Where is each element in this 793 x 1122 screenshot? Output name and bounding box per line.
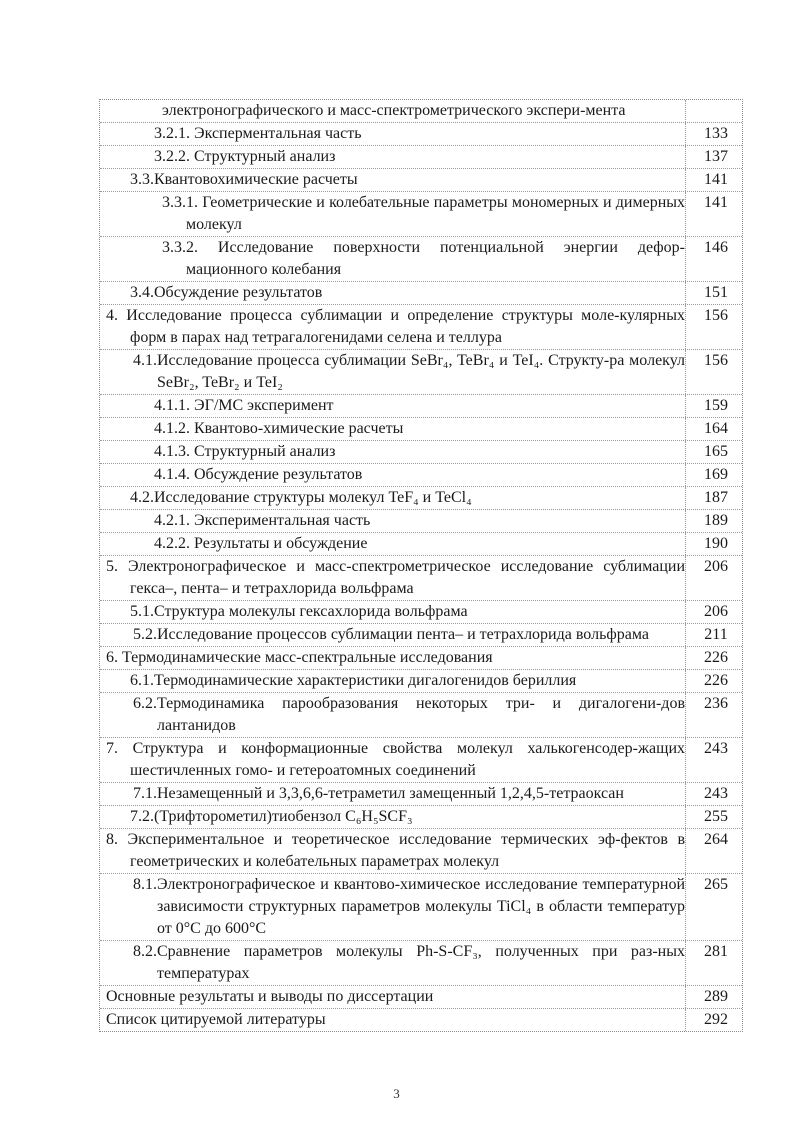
toc-row [100,556,742,601]
toc-row [100,829,742,874]
toc-entry-text: 7.2.(Трифторометил)тиобензол C₆H₅SCF₃ [100,806,686,828]
toc-entry-text: 3.3.Квантовохимические расчеты [100,169,686,191]
toc-row [100,693,742,738]
toc-entry-text: 8.1.Электронографическое и квантово-химическое исследование температурной зависимости структурных параметров молекулы TiCl₄ в области температур от 0°C до 600°C [100,874,686,940]
toc-entry-text: 7. Структура и конформационные свойства молекул халькогенсодер-жащих шестичленных гомо- и гетероатомных соединений [100,738,686,782]
toc-row [100,464,742,487]
toc-entry-page: 281 [704,943,728,960]
toc-entry-page: 156 [704,352,728,369]
toc-entry-page: 146 [704,239,728,256]
toc-entry-page: 141 [704,171,728,188]
toc-entry-page: 243 [704,740,728,757]
toc-row [100,100,742,123]
toc-entry-page [686,100,742,122]
toc-entry-page: 206 [704,558,728,575]
toc-entry-text: 6.1.Термодинамические характеристики дигалогенидов бериллия [100,670,686,692]
toc-entry-page: 265 [704,876,728,893]
toc-row [100,282,742,305]
toc-entry-text: 4.1.Исследование процесса сублимации SeBr₄, TeBr₄ и TeI₄. Структу-ра молекул SeBr₂, TeBr₂ и TeI₂ [100,350,686,394]
toc-entry-text: 5.1.Структура молекулы гексахлорида вольфрама [100,601,686,623]
toc-entry-text: 4.2.Исследование структуры молекул TeF₄ и TeCl₄ [100,487,686,509]
toc-entry-page: 169 [704,466,728,483]
toc-entry-page: 159 [704,397,728,414]
toc-row [100,1009,742,1031]
toc-entry-text: Основные результаты и выводы по диссертации [100,986,686,1008]
toc-entry-page: 165 [704,443,728,460]
toc-entry-text: 5.2.Исследование процессов сублимации пента– и тетрахлорида вольфрама [100,624,686,646]
toc-entry-page: 226 [704,672,728,689]
toc-entry-page: 156 [704,307,728,324]
toc-row [100,395,742,418]
table-of-contents [99,99,743,1032]
toc-entry-page: 243 [704,785,728,802]
toc-row [100,986,742,1009]
toc-entry-text: 4.2.1. Экспериментальная часть [100,510,686,532]
toc-entry-text: 3.3.1. Геометрические и колебательные параметры мономерных и димерных молекул [100,192,686,236]
toc-entry-text: 6.2.Термодинамика парообразования некоторых три- и дигалогени-дов лантанидов [100,693,686,737]
toc-entry-text: 8.2.Сравнение параметров молекулы Ph-S-CF₃, полученных при раз-ных температурах [100,941,686,985]
toc-entry-text: 7.1.Незамещенный и 3,3,6,6-тетраметил замещенный 1,2,4,5-тетраоксан [100,783,686,805]
toc-entry-page: 133 [704,125,728,142]
toc-entry-page: 137 [704,148,728,165]
toc-entry-page: 255 [704,808,728,825]
toc-row [100,738,742,783]
toc-row [100,305,742,350]
toc-entry-text: 6. Термодинамические масс-спектральные исследования [100,647,686,669]
toc-row [100,783,742,806]
toc-entry-text: электронографического и масс-спектрометрического экспери-мента [100,100,686,122]
toc-row [100,146,742,169]
toc-row [100,237,742,282]
toc-entry-text: 3.2.1. Эксперментальная часть [100,123,686,145]
toc-entry-text: 4.1.1. ЭГ/МС эксперимент [100,395,686,417]
toc-entry-page: 226 [704,649,728,666]
toc-entry-text: 8. Экспериментальное и теоретическое исследование термических эф-фектов в геометрических и колебательных параметрах молекул [100,829,686,873]
toc-row [100,123,742,146]
toc-entry-page: 151 [704,284,728,301]
toc-row [100,670,742,693]
toc-row [100,192,742,237]
toc-row [100,941,742,986]
toc-entry-page: 211 [704,626,728,643]
toc-entry-page: 190 [704,535,728,552]
toc-row [100,169,742,192]
toc-entry-page: 206 [704,603,728,620]
toc-row [100,647,742,670]
toc-row [100,441,742,464]
toc-row [100,418,742,441]
toc-row [100,601,742,624]
toc-entry-page: 292 [704,1011,728,1028]
toc-entry-text: 4.1.3. Структурный анализ [100,441,686,463]
toc-entry-page: 289 [704,988,728,1005]
toc-entry-page: 141 [704,194,728,211]
toc-row [100,624,742,647]
toc-row [100,874,742,941]
toc-row [100,487,742,510]
toc-entry-text: 3.3.2. Исследование поверхности потенциальной энергии дефор-мационного колебания [100,237,686,281]
toc-entry-text: 3.2.2. Структурный анализ [100,146,686,168]
toc-entry-text: 4.1.2. Квантово-химические расчеты [100,418,686,440]
toc-entry-text: 4.2.2. Результаты и обсуждение [100,533,686,555]
toc-entry-text: 3.4.Обсуждение результатов [100,282,686,304]
toc-row [100,350,742,395]
toc-entry-text: 4.1.4. Обсуждение результатов [100,464,686,486]
toc-entry-text: 4. Исследование процесса сублимации и определение структуры моле-кулярных форм в парах над тетрагалогенидами селена и теллура [100,305,686,349]
toc-row [100,510,742,533]
toc-row [100,806,742,829]
toc-entry-page: 187 [704,489,728,506]
toc-entry-page: 236 [704,695,728,712]
toc-entry-page: 164 [704,420,728,437]
toc-entry-text: Список цитируемой литературы [100,1009,686,1031]
page-number: 3 [393,1086,400,1101]
toc-entry-page: 189 [704,512,728,529]
toc-entry-text: 5. Электронографическое и масс-спектрометрическое исследование сублимации гекса–, пента– и тетрахлорида вольфрама [100,556,686,600]
toc-row [100,533,742,556]
toc-entry-page: 264 [704,831,728,848]
